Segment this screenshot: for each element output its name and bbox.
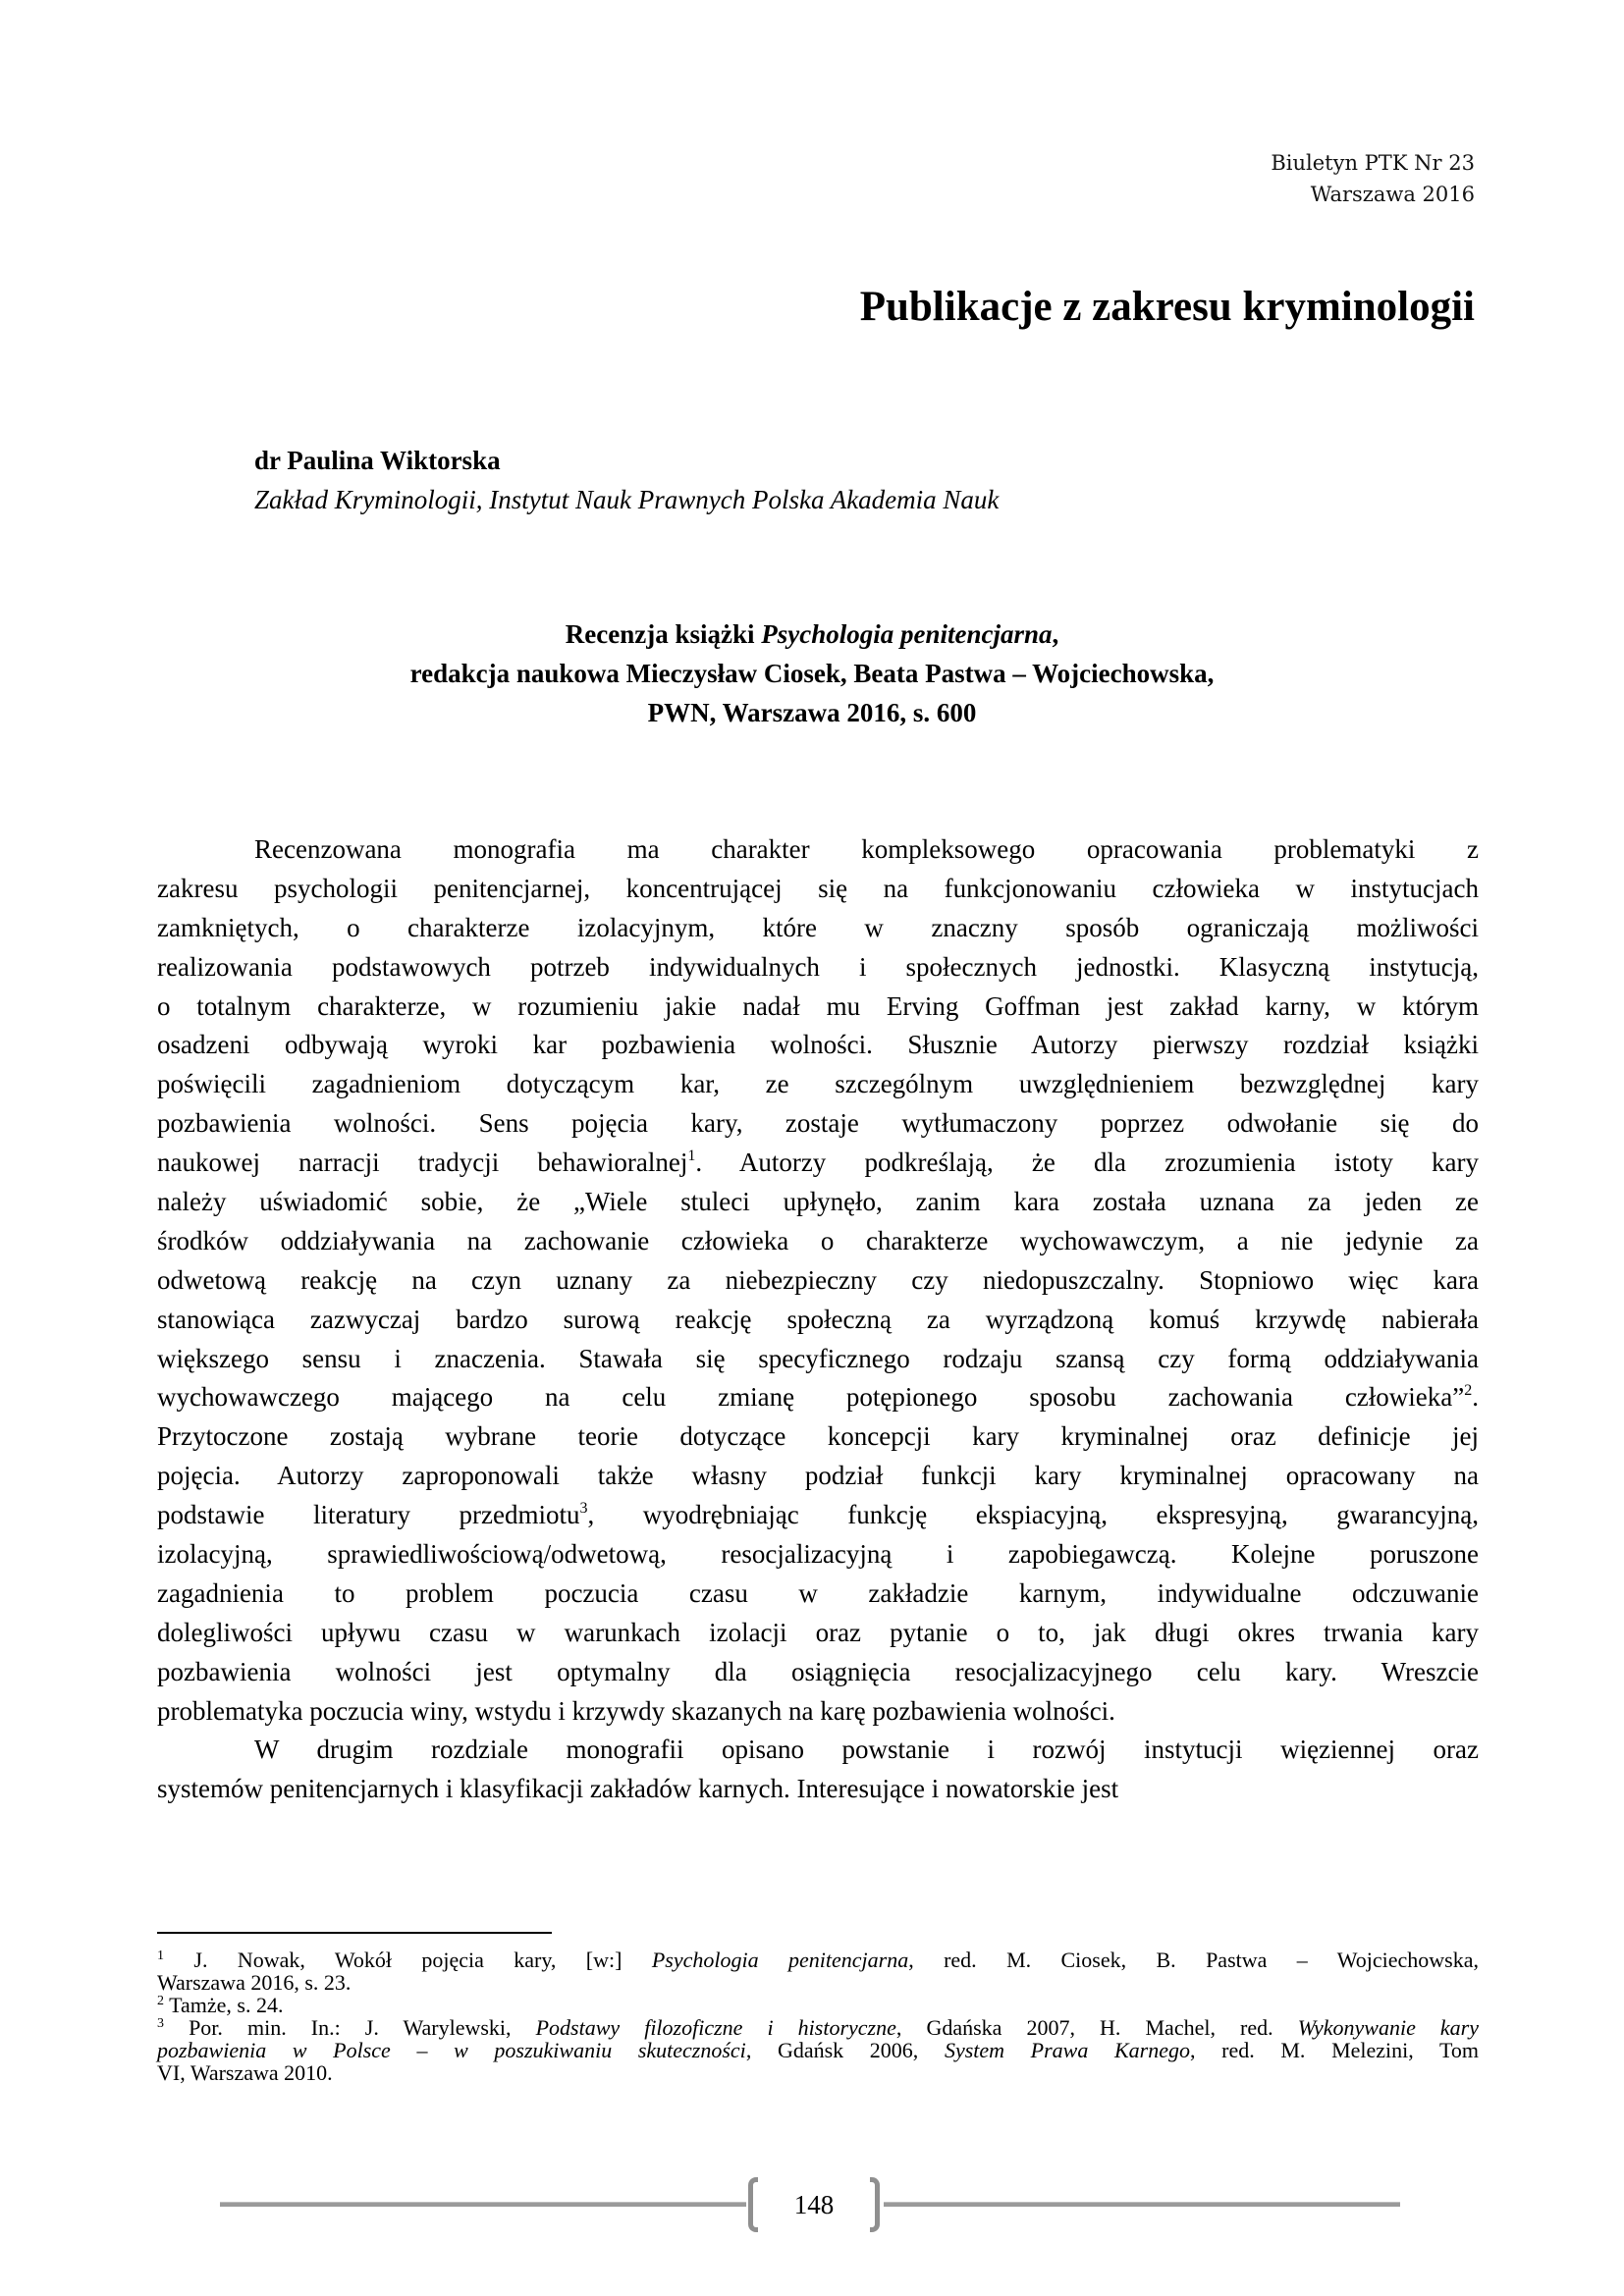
footnote-italic: Podstawy filozoficzne i historyczne [535, 2015, 896, 2040]
body-line: środków oddziaływania na zachowanie człowieka o charakterze wychowawczym, a nie jedynie za [157, 1225, 1479, 1255]
left-brace-icon [748, 2177, 758, 2232]
body-line: realizowania podstawowych potrzeb indywidualnych i społecznych jednostki. Klasyczną instytucją, [157, 951, 1479, 982]
footnote-1-marker: 1 [157, 1949, 164, 1963]
body-text-segment: naukowej narracji tradycji behawioralnej [157, 1148, 688, 1178]
body-text-segment: wychowawczego mającego na celu zmianę potępionego sposobu zachowania człowieka” [157, 1382, 1465, 1413]
footnote-italic: Wykonywanie kary [1297, 2015, 1479, 2040]
footnote-3-cont-2: VI, Warszawa 2010. [157, 2060, 333, 2085]
footnote-separator [157, 1932, 552, 1934]
body-line: zagadnienia to problem poczucia czasu w zakładzie karnym, indywidualne odczuwanie [157, 1577, 1479, 1608]
footnotes [157, 1949, 1479, 2084]
page-number: 148 [793, 2190, 835, 2219]
body-line: izolacyjną, sprawiedliwościową/odwetową, resocjalizacyjną i zapobiegawczą. Kolejne poruszone [157, 1539, 1479, 1570]
body-line: pozbawienia wolności. Sens pojęcia kary, zostaje wytłumaczony poprzez odwołanie się do [157, 1108, 1479, 1139]
body-line: należy uświadomić sobie, że „Wiele stuleci upłynęło, zanim kara została uznana za jeden ze [157, 1187, 1479, 1217]
footnote-reference[interactable]: 1 [687, 1148, 696, 1165]
body-text-segment: . Autorzy podkreślają, że dla zrozumienia istoty kary [695, 1148, 1479, 1178]
right-brace-icon [870, 2177, 880, 2232]
footnote-text: , Gdańsk 2006, [745, 2038, 945, 2062]
footnote-text: Por. min. In.: J. Warylewski, [164, 2015, 536, 2040]
body-line: problematyka poczucia winy, wstydu i krzywdy skazanych na karę pozbawienia wolności. [157, 1695, 1115, 1726]
body-line: zamkniętych, o charakterze izolacyjnym, które w znaczny sposób ograniczają możliwości [157, 912, 1479, 942]
body-line [157, 1378, 1479, 1417]
body-text-segment: , wyodrębniając funkcję ekspiacyjną, ekspresyjną, gwarancyjną, [587, 1500, 1479, 1530]
footnote-3-cont [157, 2039, 1479, 2061]
footnote-1-cont: Warszawa 2016, s. 23. [157, 1970, 352, 1995]
author-affiliation: Zakład Kryminologii, Instytut Nauk Prawnych Polska Akademia Nauk [254, 485, 1000, 514]
review-heading-line-1 [0, 614, 1624, 654]
body-line [157, 1144, 1479, 1183]
body-line: W drugim rozdziale monografii opisano powstanie i rozwój instytucji więziennej oraz [254, 1735, 1479, 1765]
footnote-3-marker: 3 [157, 2016, 164, 2031]
review-heading-line-3: PWN, Warszawa 2016, s. 600 [647, 698, 977, 727]
book-title: Psychologia penitencjarna [761, 619, 1053, 649]
footnote-2-marker: 2 [157, 1994, 164, 2008]
footnote-italic: pozbawienia w Polsce – w poszukiwaniu skuteczności [157, 2038, 746, 2062]
footnote-text: , red. M. Melezini, Tom [1190, 2038, 1480, 2062]
journal-place-year: Warszawa 2016 [1310, 183, 1475, 206]
body-line: Recenzowana monografia ma charakter kompleksowego opracowania problematyki z [254, 834, 1479, 864]
footnote-reference[interactable]: 2 [1464, 1382, 1473, 1400]
body-line: większego sensu i znaczenia. Stawała się specyficznego rodzaju szansą czy formą oddziaływania [157, 1343, 1479, 1373]
review-suffix: , [1052, 619, 1059, 649]
review-prefix: Recenzja książki [565, 619, 762, 649]
body-text-segment: . [1472, 1382, 1479, 1413]
footnote-2 [157, 1994, 1479, 2016]
body-line: pojęcia. Autorzy zaproponowali także własny podział funkcji kary kryminalnej opracowany na [157, 1461, 1479, 1491]
body-line: o totalnym charakterze, w rozumieniu jakie nadał mu Erving Goffman jest zakład karny, w którym [157, 990, 1479, 1021]
body-line: Przytoczone zostają wybrane teorie dotyczące koncepcji kary kryminalnej oraz definicje jej [157, 1421, 1479, 1452]
footnote-italic: Psychologia penitencjarna [651, 1948, 909, 1972]
footnote-text: J. Nowak, Wokół pojęcia kary, [w:] [164, 1948, 652, 1972]
footnote-reference[interactable]: 3 [579, 1500, 588, 1518]
review-heading [0, 614, 1624, 732]
body-line: poświęcili zagadnieniom dotyczącym kar, ze szczególnym uwzględnieniem bezwzględnej kary [157, 1069, 1479, 1099]
body-line: systemów penitencjarnych i klasyfikacji zakładów karnych. Interesujące i nowatorskie jest [157, 1774, 1119, 1804]
body-line: zakresu psychologii penitencjarnej, koncentrującej się na funkcjonowaniu człowieka w instytucjach [157, 873, 1479, 903]
body-text [157, 830, 1479, 1809]
footer-rule-left [220, 2202, 746, 2207]
footnote-text: , Gdańska 2007, H. Machel, red. [895, 2015, 1298, 2040]
journal-name: Biuletyn PTK Nr 23 [1271, 151, 1475, 175]
review-heading-line-2: redakcja naukowa Mieczysław Ciosek, Beata Pastwa – Wojciechowska, [409, 659, 1215, 688]
body-line: osadzeni odbywają wyroki kar pozbawienia wolności. Słusznie Autorzy pierwszy rozdział książki [157, 1030, 1479, 1060]
footer-rule-right [884, 2202, 1400, 2207]
body-text-segment: podstawie literatury przedmiotu [157, 1500, 580, 1530]
footnote-italic: System Prawa Karnego [944, 2038, 1190, 2062]
body-line: stanowiąca zazwyczaj bardzo surową reakcję społeczną za wyrządzoną komuś krzywdę nabierała [157, 1304, 1479, 1334]
running-header [1271, 147, 1475, 210]
footnote-text: Tamże, s. 24. [164, 1993, 284, 2017]
footnote-1 [157, 1949, 1479, 1971]
author-name: dr Paulina Wiktorska [254, 446, 501, 475]
body-line [157, 1496, 1479, 1535]
body-line: pozbawienia wolności jest optymalny dla osiągnięcia resocjalizacyjnego celu kary. Wreszcie [157, 1656, 1479, 1686]
body-line: dolegliwości upływu czasu w warunkach izolacji oraz pytanie o to, jak długi okres trwania kary [157, 1617, 1479, 1647]
page-footer [0, 2177, 1624, 2232]
section-title: Publikacje z zakresu kryminologii [859, 284, 1475, 330]
footnote-text: , red. M. Ciosek, B. Pastwa – Wojciechowska, [908, 1948, 1480, 1972]
footnote-3 [157, 2016, 1479, 2039]
body-line: odwetową reakcję na czyn uznany za niebezpieczny czy niedopuszczalny. Stopniowo więc kara [157, 1264, 1479, 1295]
